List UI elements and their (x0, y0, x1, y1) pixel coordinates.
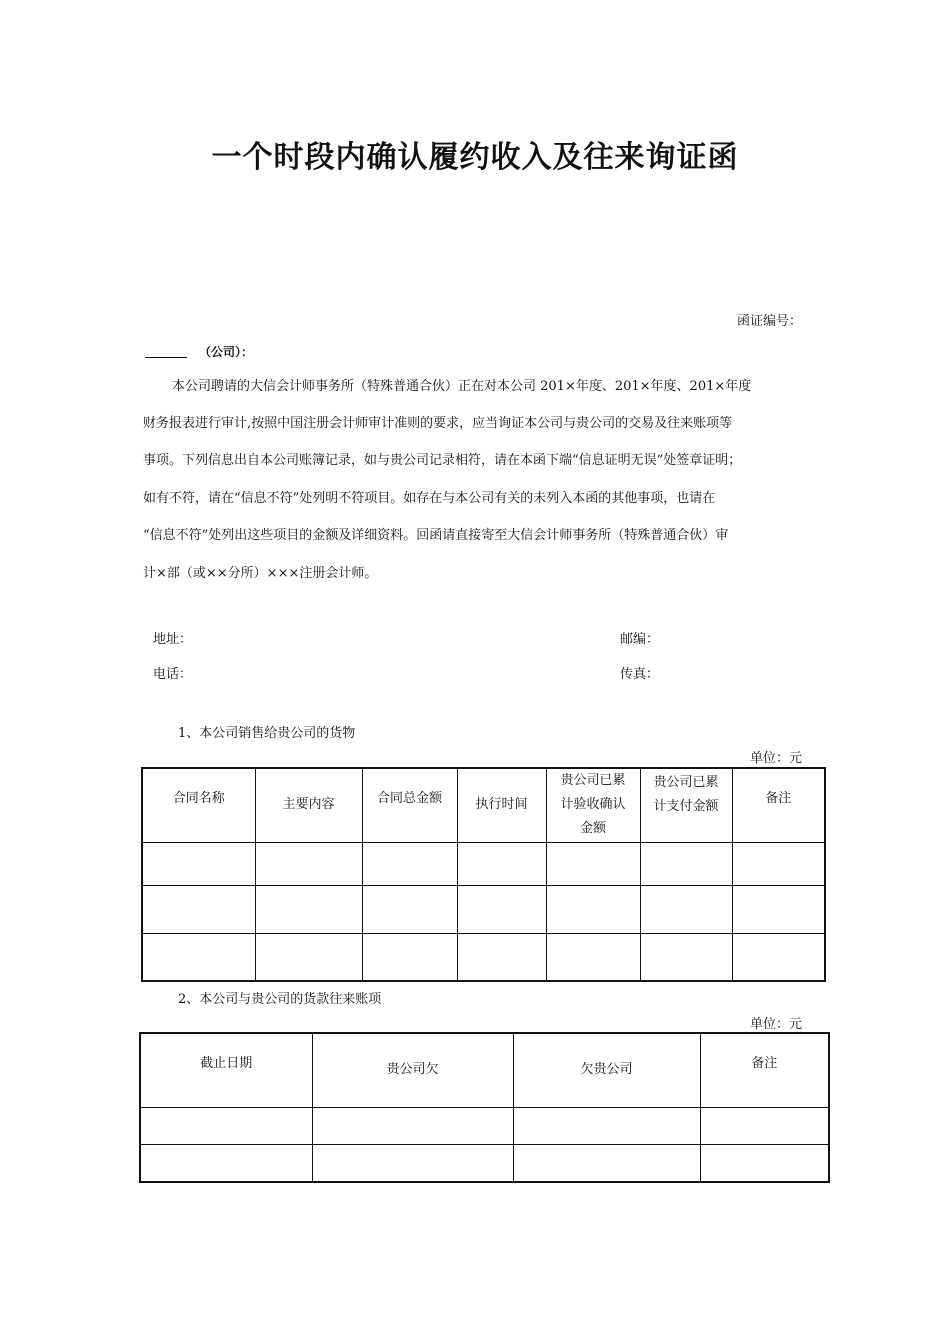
table-cell[interactable] (457, 842, 546, 885)
table-cell[interactable] (640, 885, 732, 933)
section2-unit: 单位：元 (750, 1017, 803, 1032)
table-row (142, 842, 825, 885)
table-cell[interactable] (546, 842, 640, 885)
table-cell[interactable] (457, 885, 546, 933)
table-cell[interactable] (142, 885, 255, 933)
body-line-5: “信息不符”处列出这些项目的金额及详细资料。回函请直接寄至大信会计师事务所（特殊普通合伙）审 (143, 528, 729, 543)
table-cell[interactable] (312, 1144, 513, 1182)
section2-heading: 2、本公司与贵公司的货款往来账项 (178, 992, 382, 1007)
table-cell[interactable] (546, 933, 640, 981)
table-cell[interactable] (255, 842, 362, 885)
header-cutoff-date: 截止日期 (140, 1033, 312, 1107)
body-line-6: 计×部（或××分所）×××注册会计师。 (143, 566, 378, 581)
page-title: 一个时段内确认履约收入及往来询证函 (211, 140, 739, 175)
table-cell[interactable] (700, 1144, 829, 1182)
header-contract-name: 合同名称 (142, 768, 255, 842)
table-row (142, 933, 825, 981)
section1-heading: 1、本公司销售给贵公司的货物 (178, 726, 356, 741)
header-paid-amount: 贵公司已累计支付金额 (640, 768, 732, 842)
header-accepted-amount: 贵公司已累计验收确认金额 (546, 768, 640, 842)
table-row (142, 885, 825, 933)
table-cell[interactable] (362, 842, 457, 885)
table-cell[interactable] (513, 1107, 700, 1144)
table-cell[interactable] (362, 933, 457, 981)
table-cell[interactable] (312, 1107, 513, 1144)
header-owed-to-you: 欠贵公司 (513, 1033, 700, 1107)
salutation (145, 343, 253, 360)
payment-account-table (139, 1032, 830, 1183)
company-name-blank[interactable] (145, 345, 187, 358)
table-cell[interactable] (142, 842, 255, 885)
table-cell[interactable] (255, 933, 362, 981)
table-header-row (142, 768, 825, 842)
phone-label: 电话： (153, 667, 193, 682)
section1-unit: 单位：元 (750, 751, 803, 766)
letter-number-label: 函证编号： (737, 314, 803, 329)
body-line-4: 如有不符，请在“信息不符”处列明不符项目。如存在与本公司有关的未列入本函的其他事项，也请在 (143, 491, 716, 506)
table-cell[interactable] (640, 842, 732, 885)
body-line-3: 事项。下列信息出自本公司账簿记录，如与贵公司记录相符，请在本函下端“信息证明无误”处签章证明； (143, 453, 742, 468)
table-cell[interactable] (142, 933, 255, 981)
table-cell[interactable] (457, 933, 546, 981)
header-main-content: 主要内容 (255, 768, 362, 842)
header-contract-total: 合同总金额 (362, 768, 457, 842)
table-cell[interactable] (640, 933, 732, 981)
header-remarks: 备注 (732, 768, 825, 842)
body-line-2: 财务报表进行审计,按照中国注册会计师审计准则的要求，应当询证本公司与贵公司的交易及往来账项等 (143, 416, 733, 431)
fax-label: 传真： (620, 667, 660, 682)
table-cell[interactable] (732, 933, 825, 981)
table-header-row (140, 1033, 829, 1107)
table-cell[interactable] (546, 885, 640, 933)
sales-goods-table (141, 767, 826, 982)
postcode-label: 邮编： (620, 632, 660, 647)
header-owed-by-you: 贵公司欠 (312, 1033, 513, 1107)
table-cell[interactable] (513, 1144, 700, 1182)
table-cell[interactable] (362, 885, 457, 933)
table-cell[interactable] (732, 842, 825, 885)
table-row (140, 1144, 829, 1182)
table-cell[interactable] (140, 1144, 312, 1182)
header-remarks: 备注 (700, 1033, 829, 1107)
header-execution-time: 执行时间 (457, 768, 546, 842)
table-row (140, 1107, 829, 1144)
table-cell[interactable] (732, 885, 825, 933)
salutation-text: （公司）： (199, 345, 254, 359)
address-label: 地址： (153, 632, 193, 647)
table-cell[interactable] (700, 1107, 829, 1144)
table-cell[interactable] (140, 1107, 312, 1144)
table-cell[interactable] (255, 885, 362, 933)
body-line-1: 本公司聘请的大信会计师事务所（特殊普通合伙）正在对本公司 201×年度、201×年度、201×年度 (172, 379, 752, 394)
